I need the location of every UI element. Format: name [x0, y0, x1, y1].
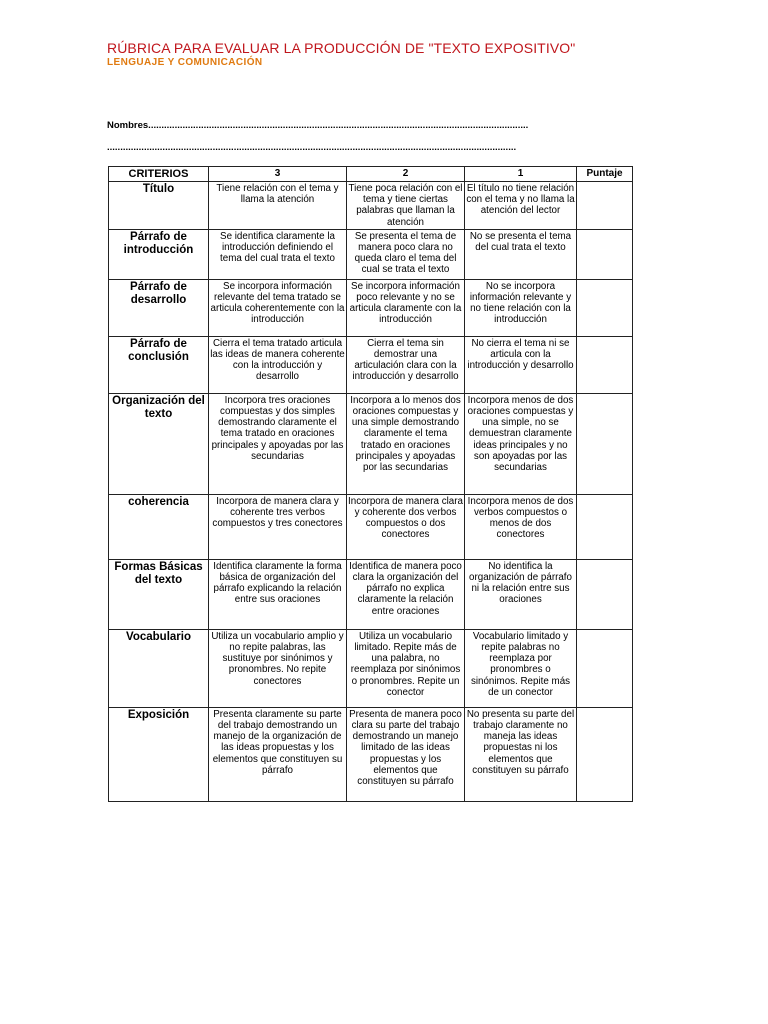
- rubric-table: [108, 166, 633, 802]
- names-continuation-line: ...........................................................................................................................................................: [107, 142, 517, 153]
- header-criterios: CRITERIOS: [109, 167, 209, 182]
- level-1-cell: No se presenta el tema del cual trata el texto: [465, 229, 577, 279]
- level-1-cell: No cierra el tema ni se articula con la introducción y desarrollo: [465, 336, 577, 393]
- table-header-row: [109, 167, 633, 182]
- header-puntaje: Puntaje: [577, 167, 633, 182]
- score-cell[interactable]: [577, 393, 633, 494]
- score-cell[interactable]: [577, 559, 633, 629]
- table-row: [109, 559, 633, 629]
- level-3-cell: Utiliza un vocabulario amplio y no repite palabras, las sustituye por sinónimos y pronombres. No repite conectores: [209, 629, 347, 707]
- criterion-label: Exposición: [109, 707, 209, 801]
- criterion-label: Título: [109, 182, 209, 230]
- table-row: [109, 229, 633, 279]
- level-3-cell: Incorpora de manera clara y coherente tres verbos compuestos y tres conectores: [209, 494, 347, 559]
- table-row: [109, 494, 633, 559]
- level-1-cell: No presenta su parte del trabajo claramente no maneja las ideas propuestas ni los elementos que constituyen su párrafo: [465, 707, 577, 801]
- criterion-label: Formas Básicas del texto: [109, 559, 209, 629]
- document-subtitle: LENGUAJE Y COMUNICACIÓN: [107, 57, 263, 68]
- level-3-cell: Tiene relación con el tema y llama la atención: [209, 182, 347, 230]
- level-2-cell: Presenta de manera poco clara su parte del trabajo demostrando un manejo limitado de las ideas propuestas y los elementos que constituyen su párrafo: [347, 707, 465, 801]
- header-score-3: 3: [209, 167, 347, 182]
- table-row: [109, 629, 633, 707]
- level-1-cell: Incorpora menos de dos verbos compuestos o menos de dos conectores: [465, 494, 577, 559]
- level-1-cell: Vocabulario limitado y repite palabras no reemplaza por pronombres o sinónimos. Repite más de un conector: [465, 629, 577, 707]
- level-1-cell: No identifica la organización de párrafo ni la relación entre sus oraciones: [465, 559, 577, 629]
- table-row: [109, 336, 633, 393]
- level-1-cell: No se incorpora información relevante y no tiene relación con la introducción: [465, 279, 577, 336]
- score-cell[interactable]: [577, 279, 633, 336]
- criterion-label: coherencia: [109, 494, 209, 559]
- table-row: [109, 707, 633, 801]
- level-3-cell: Se incorpora información relevante del tema tratado se articula coherentemente con la introducción: [209, 279, 347, 336]
- score-cell[interactable]: [577, 182, 633, 230]
- level-1-cell: Incorpora menos de dos oraciones compuestas y una simple, no se demuestran claramente ideas principales y no son apoyadas por las secundarias: [465, 393, 577, 494]
- level-3-cell: Presenta claramente su parte del trabajo demostrando un manejo de la organización de las ideas propuestas y los elementos que constituyen su párrafo: [209, 707, 347, 801]
- criterion-label: Párrafo de desarrollo: [109, 279, 209, 336]
- level-2-cell: Incorpora a lo menos dos oraciones compuestas y una simple demostrando claramente el tema tratado en oraciones principales y apoyadas por las secundarias: [347, 393, 465, 494]
- score-cell[interactable]: [577, 336, 633, 393]
- criterion-label: Párrafo de introducción: [109, 229, 209, 279]
- level-3-cell: Cierra el tema tratado articula las ideas de manera coherente con la introducción y desarrollo: [209, 336, 347, 393]
- level-1-cell: El título no tiene relación con el tema y no llama la atención del lector: [465, 182, 577, 230]
- document-title: RÚBRICA PARA EVALUAR LA PRODUCCIÓN DE "TEXTO EXPOSITIVO": [107, 40, 576, 56]
- table-row: [109, 182, 633, 230]
- score-cell[interactable]: [577, 629, 633, 707]
- header-score-1: 1: [465, 167, 577, 182]
- level-2-cell: Tiene poca relación con el tema y tiene ciertas palabras que llaman la atención: [348, 183, 463, 228]
- level-2-cell: Se presenta el tema de manera poco clara no queda claro el tema del cual se trata el texto: [347, 229, 465, 279]
- level-2-cell: Identifica de manera poco clara la organización del párrafo no explica claramente la relación entre oraciones: [347, 559, 465, 629]
- level-2-cell: Incorpora de manera clara y coherente dos verbos compuestos o dos conectores: [347, 494, 465, 559]
- header-score-2: 2: [347, 167, 465, 182]
- score-cell[interactable]: [577, 707, 633, 801]
- table-row: [109, 279, 633, 336]
- table-row: [109, 393, 633, 494]
- score-cell[interactable]: [577, 494, 633, 559]
- level-3-cell: Se identifica claramente la introducción definiendo el tema del cual trata el texto: [209, 229, 347, 279]
- level-2-cell: Se incorpora información poco relevante y no se articula claramente con la introducción: [347, 279, 465, 336]
- score-cell[interactable]: [577, 229, 633, 279]
- names-field-line: Nombres................................................................................................................................................: [107, 120, 529, 131]
- level-3-cell: Incorpora tres oraciones compuestas y dos simples demostrando claramente el tema tratado en oraciones principales y apoyadas por las secundarias: [209, 393, 347, 494]
- criterion-label: Organización del texto: [109, 393, 209, 494]
- criterion-label: Vocabulario: [109, 629, 209, 707]
- level-2-cell: Utiliza un vocabulario limitado. Repite más de una palabra, no reemplaza por sinónimos o pronombres. Repite un conector: [347, 629, 465, 707]
- criterion-label: Párrafo de conclusión: [109, 336, 209, 393]
- level-2-cell: Cierra el tema sin demostrar una articulación clara con la introducción y desarrollo: [347, 336, 465, 393]
- level-3-cell: Identifica claramente la forma básica de organización del párrafo explicando la relación entre sus oraciones: [209, 559, 347, 629]
